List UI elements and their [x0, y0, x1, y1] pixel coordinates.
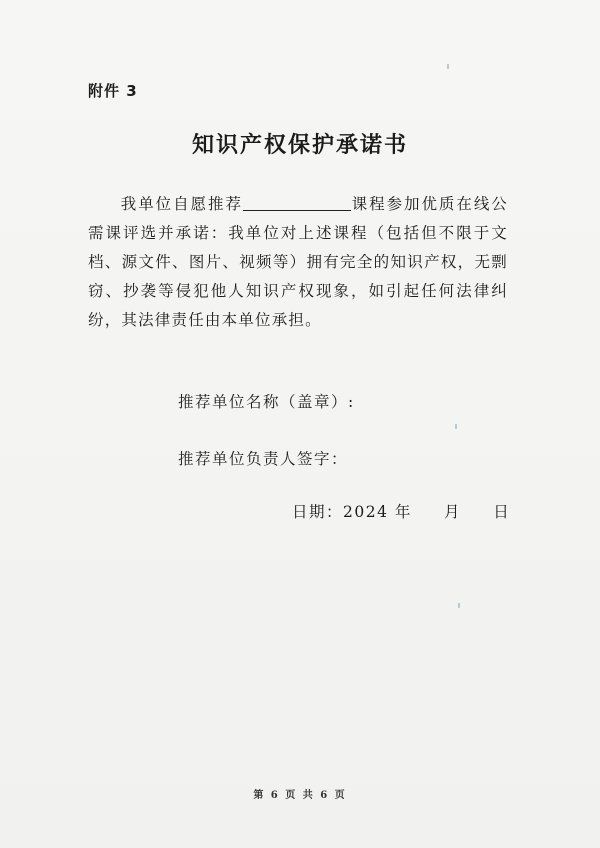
date-line — [292, 500, 510, 522]
commitment-paragraph — [88, 190, 508, 335]
date-year: 2024 年 — [343, 503, 412, 521]
recommending-org-leader-signature-label: 推荐单位负责人签字： — [178, 450, 349, 468]
recommending-org-name-label: 推荐单位名称（盖章）: — [178, 393, 355, 411]
scan-speck — [447, 64, 449, 69]
commitment-text-rest: 课程参加优质在线公需课评选并承诺：我单位对上述课程（包括但不限于文档、源文件、图片、视频等）拥有完全的知识产权，无剽窃、抄袭等侵犯他人知识产权现象，如引起任何法律纠纷，其法律责任由本单位承担。 — [88, 195, 508, 329]
page-footer: 第 6 页 共 6 页 — [253, 790, 347, 801]
course-name-blank — [243, 194, 351, 211]
document-title: 知识产权保护承诺书 — [191, 132, 408, 158]
scan-speck — [455, 424, 457, 429]
commitment-text-start: 我单位自愿推荐 — [120, 195, 243, 213]
date-month: 月 — [444, 503, 462, 521]
attachment-label: 附件 3 — [88, 82, 138, 100]
date-label: 日期： — [292, 503, 344, 521]
scan-speck — [458, 603, 460, 608]
date-day: 日 — [493, 503, 511, 521]
